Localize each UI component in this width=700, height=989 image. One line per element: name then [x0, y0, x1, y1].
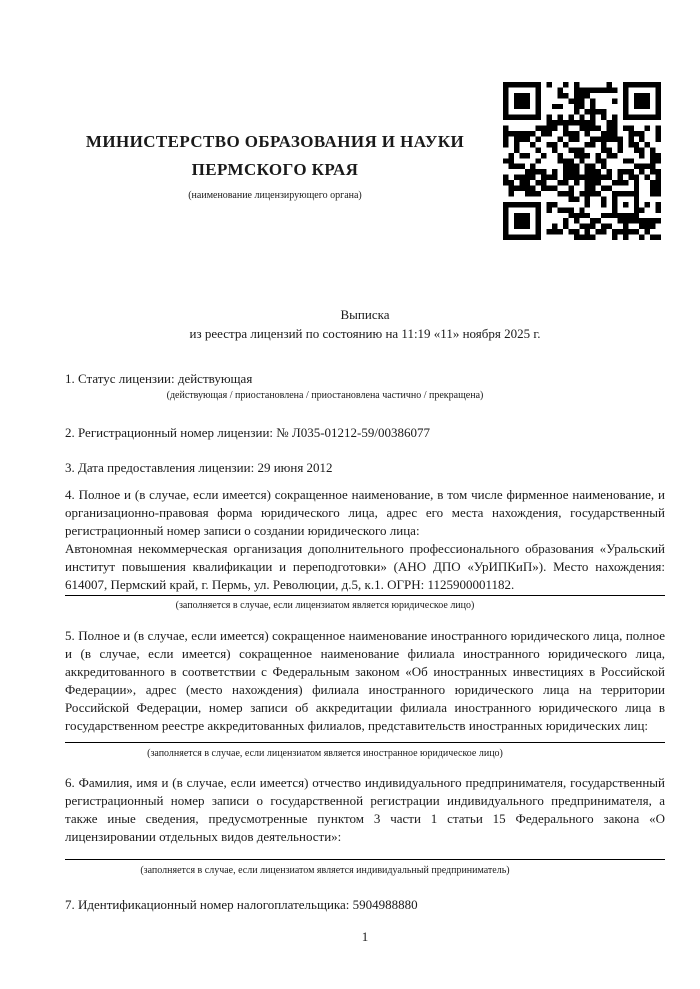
legal-entity-answer: Автономная некоммерческая организация дополнительного профессионального образования «Уральский институт повышения квалификации и переподготовки» (АНО ДПО «УрИПКиП»). Место нахождения: 614007, Пермский край, г. Пермь, ул. Революции, д.5, к.1. ОГРН: 1125900001182. [65, 541, 665, 592]
legal-entity-caption: (заполняется в случае, если лицензиатом является юридическое лицо) [175, 600, 475, 611]
qr-code [503, 82, 661, 240]
taxpayer-id-line: 7. Идентификационный номер налогоплательщика: 5904988880 [65, 897, 418, 912]
document-body [65, 305, 665, 945]
individual-entrepreneur-fill-line [65, 859, 665, 860]
ministry-name-line1: МИНИСТЕРСТВО ОБРАЗОВАНИЯ И НАУКИ [85, 132, 465, 151]
licensing-authority-caption: (наименование лицензирующего органа) [188, 190, 362, 201]
individual-entrepreneur-question: 6. Фамилия, имя и (в случае, если имеется) отчество индивидуального предпринимателя, государственный регистрационный номер записи о государственной регистрации индивидуального предпринимателя, а также иные сведения, предусмотренные пунктом 3 части 1 статьи 15 Федерального закона «О лицензировании отдельных видов деятельности»: [65, 775, 665, 844]
foreign-entity-question: 5. Полное и (в случае, если имеется) сокращенное наименование иностранного юридического лица, полное и (в случае, если имеется) сокращенное наименование филиала иностранного юридического лица, аккредитованного в соответствии с Федеральным законом «Об иностранных инвестициях в Российской Федерации», адрес (место нахождения) филиала иностранного юридического лица на территории Российской Федерации, номер записи об аккредитации филиала иностранного юридического лица в государственном реестре аккредитованных филиалов, представительств иностранных юридических лиц: [65, 628, 665, 733]
license-status-line: 1. Статус лицензии: действующая [65, 371, 253, 386]
grant-date-line: 3. Дата предоставления лицензии: 29 июня 2012 [65, 460, 333, 475]
foreign-entity-caption: (заполняется в случае, если лицензиатом является иностранное юридическое лицо) [147, 748, 503, 759]
registration-number-line: 2. Регистрационный номер лицензии: № Л035-01212-59/00386077 [65, 425, 431, 440]
legal-entity-question: 4. Полное и (в случае, если имеется) сокращенное наименование, в том числе фирменное наименование, и организационно-правовая форма юридического лица, адрес его места нахождения, государственный регистрационный номер записи о создании юридического лица: [65, 487, 665, 538]
legal-entity-fill-line [65, 595, 665, 596]
document-title-line2: из реестра лицензий по состоянию на 11:19 «11» ноября 2025 г. [189, 326, 541, 341]
document-title-line1: Выписка [340, 307, 390, 322]
foreign-entity-fill-line [65, 742, 665, 743]
individual-entrepreneur-caption: (заполняется в случае, если лицензиатом является индивидуальный предприниматель) [140, 865, 510, 876]
page-number: 1 [361, 929, 369, 944]
ministry-name-line2: ПЕРМСКОГО КРАЯ [191, 160, 359, 179]
licensing-authority-header [60, 128, 490, 201]
license-status-caption: (действующая / приостановлена / приостановлена частично / прекращена) [166, 390, 484, 401]
document-title [65, 305, 665, 343]
